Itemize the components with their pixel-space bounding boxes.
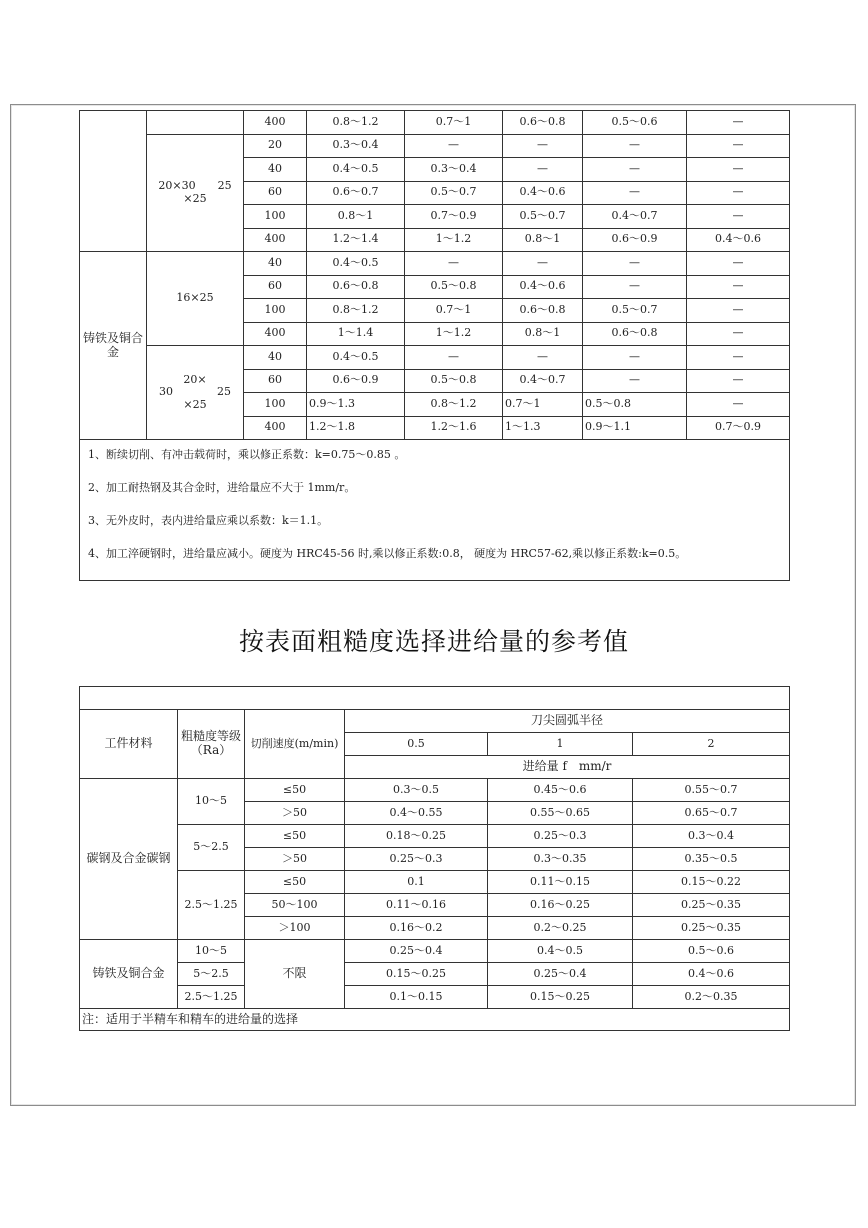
- size-cell-continued: [147, 111, 244, 135]
- cell-line: 30 25: [159, 385, 231, 399]
- speed-cell: ＞50: [245, 848, 345, 871]
- speed-cell: 400: [244, 322, 307, 346]
- feed-value-cell: 0.11～0.16: [345, 894, 488, 917]
- feed-value-cell: 0.7～1: [405, 111, 503, 135]
- header-radius-value: 0.5: [345, 733, 488, 756]
- roughness-cell: 10～5: [178, 940, 245, 963]
- feed-value-cell: 0.5～0.7: [405, 181, 503, 205]
- feed-value-cell: 0.4～0.6: [633, 963, 790, 986]
- feed-value-cell: 0.25～0.35: [633, 894, 790, 917]
- feed-value-cell: —: [583, 181, 687, 205]
- feed-value-cell: 0.6～0.8: [503, 111, 583, 135]
- header-radius: 刀尖圆弧半径: [345, 710, 790, 733]
- feed-value-cell: 0.5～0.8: [405, 275, 503, 299]
- tool-size-cell: 16×25: [147, 252, 244, 346]
- feed-value-cell: 0.3～0.35: [488, 848, 633, 871]
- feed-value-cell: —: [687, 275, 790, 299]
- feed-value-cell: —: [583, 158, 687, 182]
- footnote-row: [80, 1009, 790, 1031]
- feed-value-cell: 1～1.2: [405, 322, 503, 346]
- speed-cell: ≤50: [245, 779, 345, 802]
- material-cell-cast-iron: 铸铁及铜合金: [80, 252, 147, 440]
- speed-cell: 100: [244, 205, 307, 229]
- feed-value-cell: 0.6～0.8: [307, 275, 405, 299]
- speed-cell: ≤50: [245, 871, 345, 894]
- feed-value-cell: —: [503, 252, 583, 276]
- feed-value-cell: 0.45～0.6: [488, 779, 633, 802]
- feed-value-cell: 0.5～0.7: [583, 299, 687, 323]
- feed-value-cell: 0.8～1.2: [307, 299, 405, 323]
- feed-value-cell: 0.7～1: [503, 393, 583, 417]
- feed-value-cell: 0.11～0.15: [488, 871, 633, 894]
- feed-value-cell: 0.15～0.25: [345, 963, 488, 986]
- feed-value-cell: —: [687, 134, 790, 158]
- roughness-feed-table: [79, 686, 790, 1031]
- feed-value-cell: 0.25～0.4: [488, 963, 633, 986]
- feed-value-cell: —: [687, 158, 790, 182]
- feed-value-cell: 0.65～0.7: [633, 802, 790, 825]
- table-row: [80, 825, 790, 848]
- feed-value-cell: 1.2～1.8: [307, 416, 405, 440]
- feed-value-cell: 0.6～0.7: [307, 181, 405, 205]
- header-speed: 切削速度(m/min): [245, 710, 345, 779]
- feed-value-cell: 0.16～0.25: [488, 894, 633, 917]
- table-row: [80, 940, 790, 963]
- feed-value-cell: 0.4～0.7: [583, 205, 687, 229]
- feed-value-cell: —: [687, 252, 790, 276]
- header-feed: 进给量 f mm/r: [345, 756, 790, 779]
- blank-cell: [80, 687, 790, 710]
- table-row: [80, 252, 790, 276]
- feed-value-cell: 0.4～0.7: [503, 369, 583, 393]
- feed-value-cell: —: [503, 158, 583, 182]
- feed-value-cell: 0.7～0.9: [405, 205, 503, 229]
- feed-value-cell: —: [405, 252, 503, 276]
- feed-value-cell: 0.15～0.22: [633, 871, 790, 894]
- feed-value-cell: 0.6～0.9: [583, 228, 687, 252]
- feed-value-cell: 0.25～0.3: [345, 848, 488, 871]
- speed-cell: 100: [244, 393, 307, 417]
- table-row: [80, 346, 790, 370]
- feed-value-cell: —: [583, 369, 687, 393]
- roughness-cell: 10～5: [178, 779, 245, 825]
- feed-value-cell: 1～1.2: [405, 228, 503, 252]
- table-row: [80, 871, 790, 894]
- header-row: [80, 710, 790, 733]
- feed-value-cell: —: [503, 134, 583, 158]
- feed-value-cell: 0.8～1.2: [405, 393, 503, 417]
- note-line: 4、加工淬硬钢时，进给量应减小。硬度为 HRC45-56 时,乘以修正系数:0.8， 硬度为 HRC57-62,乘以修正系数:k=0.5。: [88, 547, 687, 560]
- cell-line: ×25: [183, 397, 207, 411]
- feed-value-cell: 0.4～0.5: [307, 158, 405, 182]
- feed-value-cell: 0.5～0.6: [583, 111, 687, 135]
- feed-value-cell: 0.9～1.3: [307, 393, 405, 417]
- feed-value-cell: 0.55～0.7: [633, 779, 790, 802]
- feed-value-cell: —: [687, 346, 790, 370]
- cell-line: 20×30 25: [158, 179, 232, 193]
- feed-value-cell: 0.6～0.8: [583, 322, 687, 346]
- feed-value-cell: 0.55～0.65: [488, 802, 633, 825]
- speed-cell: 60: [244, 275, 307, 299]
- roughness-cell: 5～2.5: [178, 825, 245, 871]
- speed-cell: 50～100: [245, 894, 345, 917]
- feed-value-cell: 0.25～0.4: [345, 940, 488, 963]
- speed-cell: 60: [244, 181, 307, 205]
- feed-value-cell: —: [687, 322, 790, 346]
- feed-value-cell: 0.4～0.5: [307, 346, 405, 370]
- feed-value-cell: 0.8～1: [307, 205, 405, 229]
- feed-value-cell: 0.9～1.1: [583, 416, 687, 440]
- feed-value-cell: 1.2～1.4: [307, 228, 405, 252]
- feed-value-cell: 0.5～0.8: [583, 393, 687, 417]
- feed-value-cell: 0.6～0.9: [307, 369, 405, 393]
- feed-value-cell: 0.15～0.25: [488, 986, 633, 1009]
- feed-value-cell: 0.3～0.4: [633, 825, 790, 848]
- material-cell-continued: [80, 111, 147, 252]
- feed-value-cell: —: [687, 299, 790, 323]
- speed-cell: ≤50: [245, 825, 345, 848]
- blank-row: [80, 687, 790, 710]
- feed-value-cell: 0.25～0.3: [488, 825, 633, 848]
- feed-value-cell: 0.35～0.5: [633, 848, 790, 871]
- feed-value-cell: 0.5～0.8: [405, 369, 503, 393]
- feed-value-cell: 0.4～0.6: [503, 181, 583, 205]
- feed-value-cell: 1～1.3: [503, 416, 583, 440]
- roughness-cell: 2.5～1.25: [178, 986, 245, 1009]
- table-row: [80, 779, 790, 802]
- tool-size-cell: [147, 134, 244, 252]
- feed-value-cell: —: [687, 205, 790, 229]
- feed-value-cell: 0.8～1: [503, 322, 583, 346]
- feed-value-cell: 0.16～0.2: [345, 917, 488, 940]
- feed-value-cell: 0.3～0.4: [307, 134, 405, 158]
- speed-cell: 400: [244, 416, 307, 440]
- roughness-cell: 5～2.5: [178, 963, 245, 986]
- feed-value-cell: —: [687, 181, 790, 205]
- material-cell-steel: 碳钢及合金碳钢: [80, 779, 178, 940]
- feed-value-cell: 0.1～0.15: [345, 986, 488, 1009]
- feed-value-cell: 0.4～0.55: [345, 802, 488, 825]
- feed-value-cell: 0.3～0.4: [405, 158, 503, 182]
- feed-value-cell: 0.4～0.6: [503, 275, 583, 299]
- feed-value-cell: —: [583, 275, 687, 299]
- feed-value-cell: 1～1.4: [307, 322, 405, 346]
- speed-cell: 40: [244, 158, 307, 182]
- speed-cell: 60: [244, 369, 307, 393]
- speed-cell: 不限: [245, 940, 345, 1009]
- section-title: 按表面粗糙度选择进给量的参考值: [238, 627, 629, 656]
- feed-value-cell: 0.1: [345, 871, 488, 894]
- header-radius-value: 2: [633, 733, 790, 756]
- table-row: [80, 111, 790, 135]
- cell-line: 20×: [183, 372, 207, 386]
- feed-value-cell: 0.8～1.2: [307, 111, 405, 135]
- note-line: 2、加工耐热钢及其合金时，进给量应不大于 1mm/r。: [88, 481, 356, 494]
- feed-value-cell: 0.8～1: [503, 228, 583, 252]
- feed-value-cell: 1.2～1.6: [405, 416, 503, 440]
- speed-cell: 400: [244, 111, 307, 135]
- feed-value-cell: 0.4～0.6: [687, 228, 790, 252]
- feed-value-cell: —: [503, 346, 583, 370]
- header-roughness: 粗糙度等级（Ra）: [178, 710, 245, 779]
- note-line: 3、无外皮时，表内进给量应乘以系数：k＝1.1。: [88, 514, 329, 527]
- feed-value-cell: —: [583, 134, 687, 158]
- notes-cell: [80, 440, 790, 581]
- feed-rate-table: [79, 110, 790, 581]
- material-cell-cast-iron: 铸铁及铜合金: [80, 940, 178, 1009]
- feed-value-cell: 0.7～0.9: [687, 416, 790, 440]
- feed-value-cell: —: [687, 369, 790, 393]
- speed-cell: ＞50: [245, 802, 345, 825]
- header-material: 工件材料: [80, 710, 178, 779]
- feed-value-cell: 0.4～0.5: [488, 940, 633, 963]
- feed-value-cell: 0.5～0.6: [633, 940, 790, 963]
- feed-value-cell: —: [405, 346, 503, 370]
- feed-value-cell: 0.2～0.25: [488, 917, 633, 940]
- speed-cell: 40: [244, 252, 307, 276]
- feed-value-cell: —: [687, 393, 790, 417]
- feed-value-cell: 0.3～0.5: [345, 779, 488, 802]
- cell-line: ×25: [183, 191, 207, 205]
- table-row: [80, 986, 790, 1009]
- feed-value-cell: 0.5～0.7: [503, 205, 583, 229]
- feed-value-cell: 0.7～1: [405, 299, 503, 323]
- table-row: [80, 134, 790, 158]
- feed-value-cell: —: [405, 134, 503, 158]
- note-line: 1、断续切削、有冲击载荷时，乘以修正系数：k=0.75～0.85 。: [88, 448, 406, 461]
- roughness-cell: 2.5～1.25: [178, 871, 245, 940]
- feed-value-cell: 0.2～0.35: [633, 986, 790, 1009]
- header-radius-value: 1: [488, 733, 633, 756]
- table-row: [80, 963, 790, 986]
- feed-value-cell: 0.4～0.5: [307, 252, 405, 276]
- feed-value-cell: —: [583, 346, 687, 370]
- speed-cell: 400: [244, 228, 307, 252]
- feed-value-cell: 0.6～0.8: [503, 299, 583, 323]
- tool-size-cell: [147, 346, 244, 440]
- footnote-cell: 注：适用于半精车和精车的进给量的选择: [80, 1009, 790, 1031]
- speed-cell: 100: [244, 299, 307, 323]
- feed-value-cell: —: [687, 111, 790, 135]
- notes-row: [80, 440, 790, 581]
- feed-value-cell: 0.18～0.25: [345, 825, 488, 848]
- feed-value-cell: 0.25～0.35: [633, 917, 790, 940]
- speed-cell: ＞100: [245, 917, 345, 940]
- speed-cell: 40: [244, 346, 307, 370]
- feed-value-cell: —: [583, 252, 687, 276]
- speed-cell: 20: [244, 134, 307, 158]
